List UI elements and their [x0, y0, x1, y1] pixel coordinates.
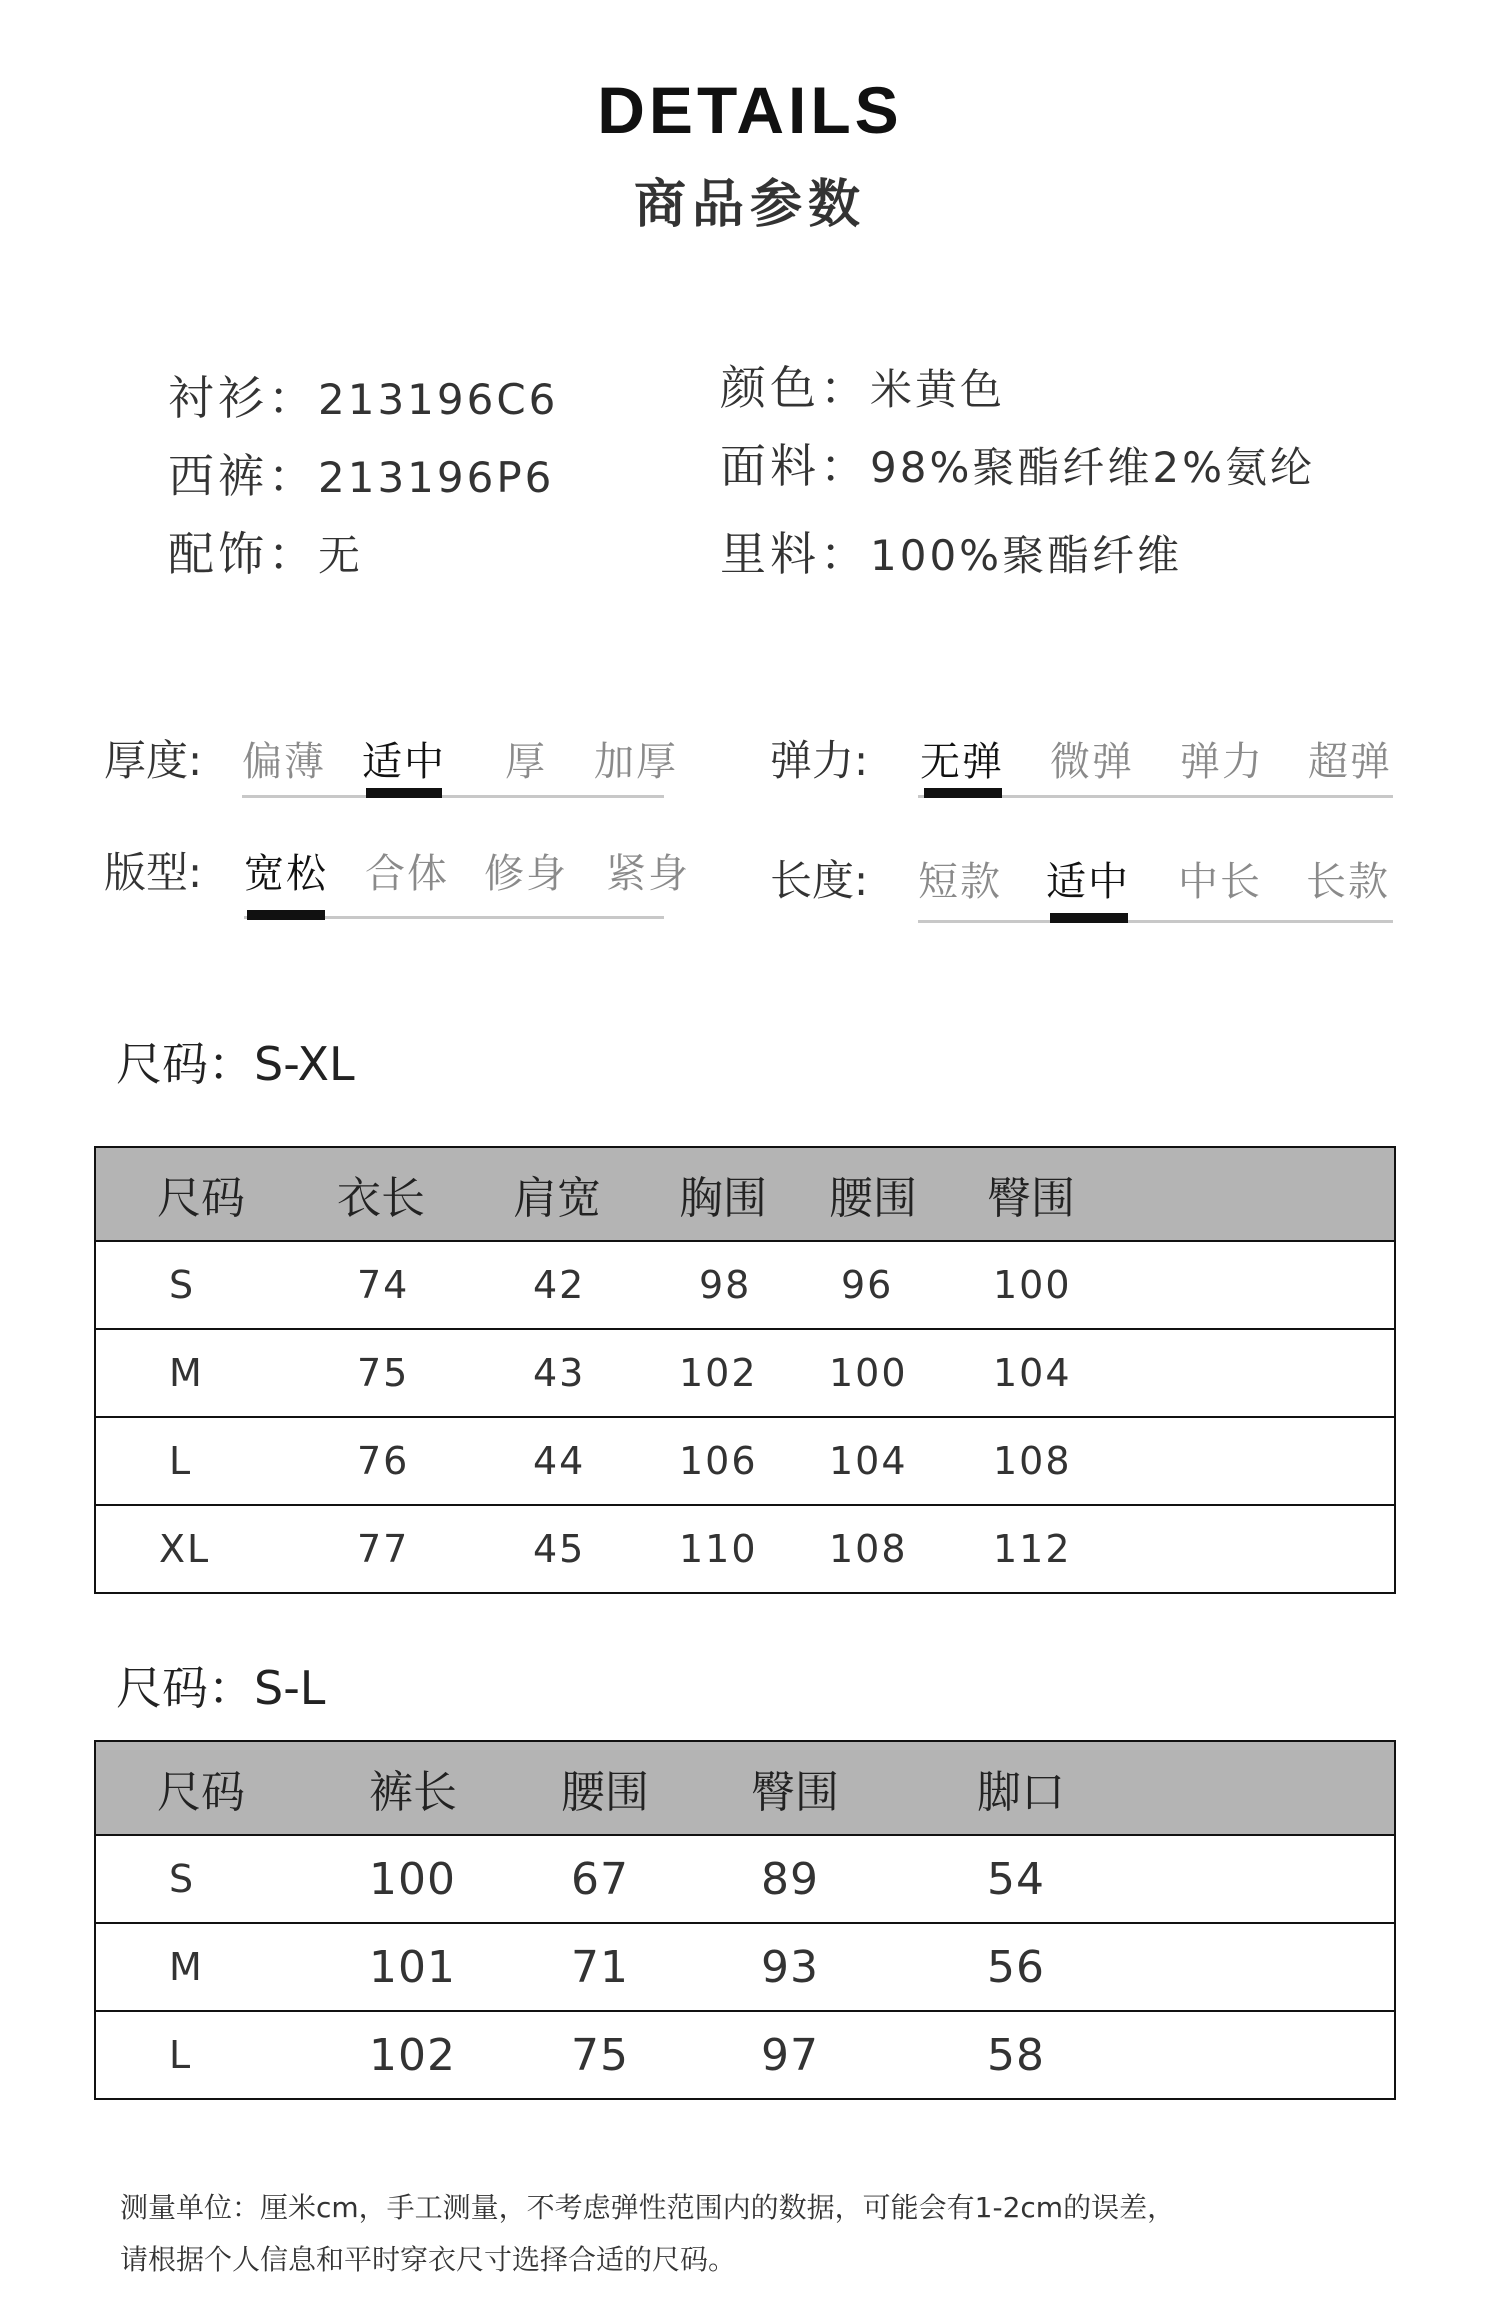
table-row	[95, 2011, 1395, 2099]
table-cell: 74	[337, 1241, 513, 1329]
param-trousers	[168, 440, 554, 506]
table-row	[95, 1505, 1395, 1593]
table-cell: L	[169, 2033, 192, 2077]
table-header-row	[95, 1147, 1395, 1241]
param-color	[720, 352, 1005, 418]
fit-option: 合体	[365, 851, 449, 897]
size-range-title-top: 尺码：S-XL	[116, 1037, 355, 1091]
param-fabric	[720, 430, 1315, 496]
table-cell: 76	[337, 1417, 513, 1505]
thickness-selected-marker	[366, 788, 442, 798]
param-label: 颜色：	[720, 361, 870, 415]
measurement-note-line2: 请根据个人信息和平时穿衣尺寸选择合适的尺码。	[120, 2243, 737, 2276]
fit-option: 修身	[484, 851, 568, 897]
table-cell: 110	[679, 1527, 758, 1571]
table-cell: 104	[987, 1329, 1395, 1417]
elasticity-option: 微弹	[1050, 739, 1134, 785]
table-cell: 54	[977, 1835, 1395, 1923]
table-cell: 100	[369, 1835, 561, 1923]
param-label: 面料：	[720, 439, 870, 493]
table-cell: S	[157, 1835, 369, 1923]
table-cell: 112	[993, 1527, 1072, 1571]
table-cell: M	[157, 1329, 337, 1417]
elasticity-label: 弹力:	[770, 736, 869, 785]
table-cell: 75	[337, 1329, 513, 1417]
table-header-cell: 裤长	[369, 1741, 561, 1835]
param-value: 213196C6	[318, 375, 559, 424]
table-cell: 100	[987, 1241, 1395, 1329]
param-lining	[720, 518, 1182, 584]
table-cell: 67	[561, 1835, 751, 1923]
elasticity-selected-marker	[924, 788, 1002, 798]
table-cell: 75	[571, 2029, 629, 2081]
thickness-option-selected: 适中	[362, 739, 446, 785]
table-header-cell: 尺码	[157, 1741, 369, 1835]
length-option: 长款	[1306, 859, 1390, 905]
length-label: 长度:	[770, 856, 869, 905]
param-label: 西裤：	[168, 449, 318, 503]
table-cell: 96	[829, 1241, 987, 1329]
fit-selected-marker	[247, 910, 325, 920]
table-row	[95, 1329, 1395, 1417]
table-cell: 102	[369, 2029, 456, 2081]
size-range-title-bottom: 尺码：S-L	[116, 1661, 326, 1715]
thickness-option: 加厚	[594, 739, 678, 785]
table-cell: M	[157, 1923, 369, 2011]
param-value: 98%聚酯纤维2%氨纶	[870, 443, 1315, 492]
table-header-cell: 肩宽	[513, 1147, 679, 1241]
table-header-cell: 臀围	[751, 1741, 977, 1835]
table-cell: S	[157, 1241, 337, 1329]
table-header-cell: 尺码	[157, 1147, 337, 1241]
table-cell: 100	[829, 1329, 987, 1417]
measurement-note-line1: 测量单位：厘米cm，手工测量，不考虑弹性范围内的数据，可能会有1-2cm的误差，	[120, 2191, 1176, 2224]
elasticity-option: 超弹	[1308, 739, 1392, 785]
length-option: 短款	[918, 859, 1002, 905]
table-cell: 104	[829, 1417, 987, 1505]
table-cell: 45	[533, 1527, 586, 1571]
thickness-option: 厚	[505, 739, 547, 785]
param-value: 213196P6	[318, 453, 555, 502]
table-cell: 71	[561, 1923, 751, 2011]
param-label: 衬衫：	[168, 371, 318, 425]
table-cell: 108	[829, 1527, 908, 1571]
elasticity-option: 弹力	[1180, 739, 1264, 785]
table-cell: 93	[751, 1923, 977, 2011]
page-title-en: DETAILS	[597, 73, 903, 147]
table-row	[95, 1417, 1395, 1505]
table-cell: 98	[679, 1241, 829, 1329]
table-cell: 97	[761, 2029, 819, 2081]
table-cell: 42	[513, 1241, 679, 1329]
table-header-cell: 胸围	[679, 1147, 829, 1241]
table-cell: 89	[751, 1835, 977, 1923]
table-cell: 101	[369, 1923, 561, 2011]
table-cell: 58	[987, 2029, 1045, 2081]
table-row	[95, 1835, 1395, 1923]
table-cell: 44	[513, 1417, 679, 1505]
param-value: 无	[318, 531, 364, 580]
fit-option-selected: 宽松	[244, 851, 328, 897]
thickness-scale-line	[242, 795, 664, 798]
page-title-cn: 商品参数	[633, 175, 866, 235]
table-cell: 108	[987, 1417, 1395, 1505]
table-header-cell: 臀围	[987, 1147, 1395, 1241]
table-header-row	[95, 1741, 1395, 1835]
table-cell: 106	[679, 1417, 829, 1505]
length-option: 中长	[1178, 859, 1262, 905]
table-row	[95, 1923, 1395, 2011]
param-label: 配饰：	[168, 527, 318, 581]
param-value: 100%聚酯纤维	[870, 531, 1183, 580]
fit-label: 版型:	[104, 848, 203, 897]
table-row	[95, 1241, 1395, 1329]
param-accessory	[168, 518, 363, 584]
thickness-label: 厚度:	[104, 736, 203, 785]
bottom-size-table	[94, 1740, 1396, 2100]
table-cell: 102	[679, 1329, 829, 1417]
table-cell: 77	[357, 1527, 410, 1571]
length-scale-line	[918, 920, 1393, 923]
param-value: 米黄色	[870, 365, 1006, 414]
fit-option: 紧身	[606, 851, 690, 897]
table-header-cell: 腰围	[829, 1147, 987, 1241]
param-label: 里料：	[720, 527, 870, 581]
table-cell: 43	[513, 1329, 679, 1417]
length-option-selected: 适中	[1046, 859, 1130, 905]
length-selected-marker	[1050, 913, 1128, 923]
elasticity-option-selected: 无弹	[920, 739, 1004, 785]
table-header-cell: 腰围	[561, 1741, 751, 1835]
table-cell: 56	[977, 1923, 1395, 2011]
table-cell: L	[157, 1417, 337, 1505]
table-header-cell: 衣长	[337, 1147, 513, 1241]
top-size-table	[94, 1146, 1396, 1594]
thickness-option: 偏薄	[242, 739, 326, 785]
table-cell: XL	[159, 1527, 211, 1571]
param-shirt	[168, 362, 558, 428]
table-header-cell: 脚口	[977, 1741, 1395, 1835]
